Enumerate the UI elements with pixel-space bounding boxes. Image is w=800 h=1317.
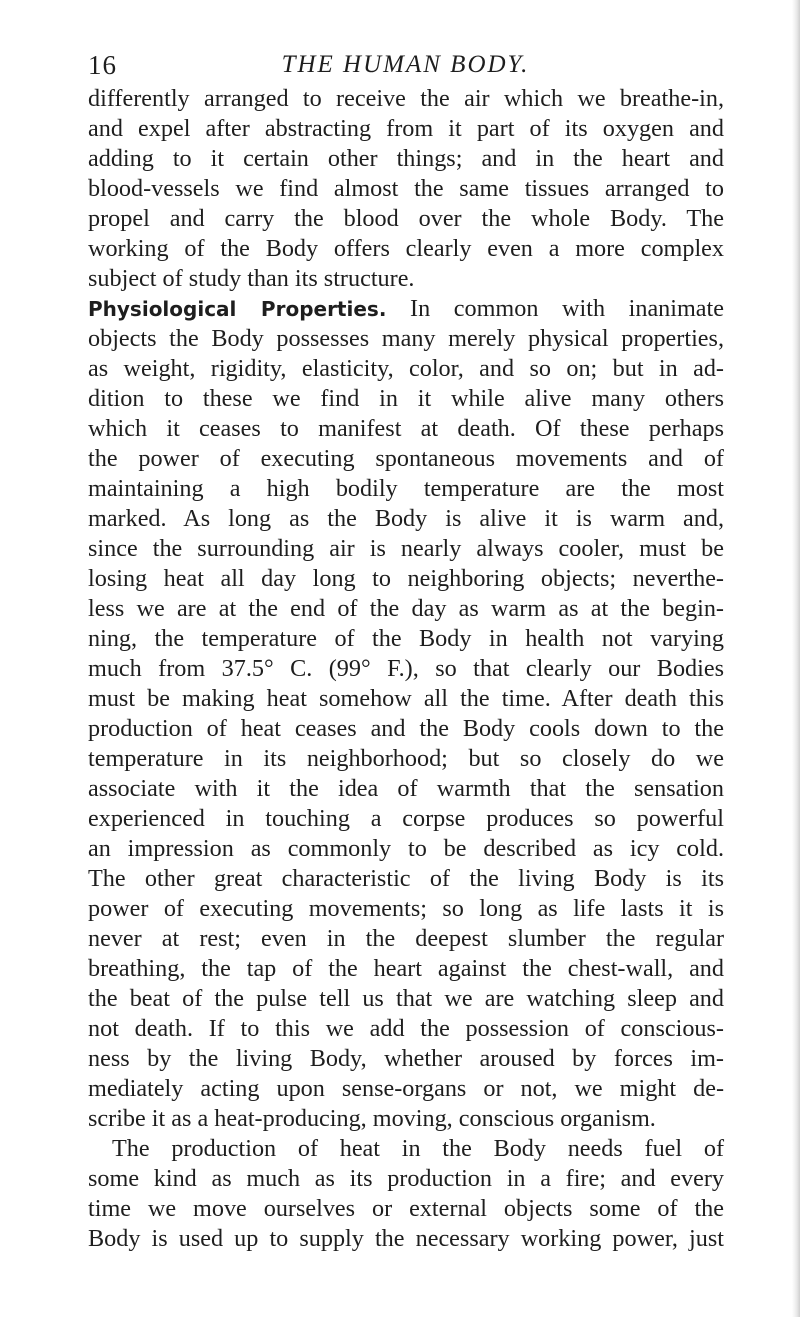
text-line: objects the Body possesses many merely physical properties, — [88, 325, 724, 352]
text-line: losing heat all day long to neighboring objects; neverthe- — [88, 565, 724, 592]
text-line: breathing, the tap of the heart against the chest-wall, and — [88, 955, 724, 982]
text-line: mediately acting upon sense-organs or not, we might de- — [88, 1075, 724, 1102]
text-line: some kind as much as its production in a fire; and every — [88, 1165, 724, 1192]
text-line: maintaining a high bodily temperature are the most — [88, 475, 724, 502]
text-line: an impression as commonly to be described as icy cold. — [88, 835, 724, 862]
text-line: scribe it as a heat-producing, moving, conscious organism. — [88, 1105, 656, 1132]
page-header — [88, 48, 723, 82]
text-line: never at rest; even in the deepest slumber the regular — [88, 925, 724, 952]
text-line: which it ceases to manifest at death. Of these perhaps — [88, 415, 724, 442]
text-line: differently arranged to receive the air which we breathe-in, — [88, 85, 724, 112]
text-line: blood-vessels we find almost the same tissues arranged to — [88, 175, 724, 202]
text-line: working of the Body offers clearly even a more complex — [88, 235, 724, 262]
text-line: much from 37.5° C. (99° F.), so that clearly our Bodies — [88, 655, 724, 682]
text-line: dition to these we find in it while alive many others — [88, 385, 724, 412]
text-line: subject of study than its structure. — [88, 265, 415, 292]
text-line: The production of heat in the Body needs fuel of — [112, 1135, 724, 1162]
text-line: experienced in touching a corpse produces so powerful — [88, 805, 724, 832]
text-line: less we are at the end of the day as warm as at the begin- — [88, 595, 724, 622]
side-heading: Physiological Properties. — [88, 297, 387, 321]
text-line: not death. If to this we add the possession of conscious- — [88, 1015, 724, 1042]
page-edge-shadow — [792, 0, 800, 1317]
text-line: marked. As long as the Body is alive it is warm and, — [88, 505, 724, 532]
text-line: and expel after abstracting from it part of its oxygen and — [88, 115, 724, 142]
text-line: the power of executing spontaneous movements and of — [88, 445, 724, 472]
text-line: temperature in its neighborhood; but so closely do we — [88, 745, 724, 772]
page-number: 16 — [88, 50, 117, 80]
text-line: since the surrounding air is nearly always cooler, must be — [88, 535, 724, 562]
text-line: the beat of the pulse tell us that we are watching sleep and — [88, 985, 724, 1012]
body-text — [88, 84, 724, 1254]
text-line: adding to it certain other things; and in the heart and — [88, 145, 724, 172]
text-line: propel and carry the blood over the whole Body. The — [88, 205, 724, 232]
text-line: The other great characteristic of the living Body is its — [88, 865, 724, 892]
text-line: production of heat ceases and the Body cools down to the — [88, 715, 724, 742]
text-line: must be making heat somehow all the time. After death this — [88, 685, 724, 712]
text-line-fragment: In common with inanimate — [410, 295, 725, 322]
text-line: time we move ourselves or external objects some of the — [88, 1195, 724, 1222]
paragraph-first-line — [88, 294, 724, 324]
text-line: power of executing movements; so long as life lasts it is — [88, 895, 724, 922]
text-line: ness by the living Body, whether aroused by forces im- — [88, 1045, 724, 1072]
running-head: THE HUMAN BODY. — [281, 51, 530, 78]
text-line: ning, the temperature of the Body in health not varying — [88, 625, 724, 652]
text-line: as weight, rigidity, elasticity, color, and so on; but in ad- — [88, 355, 724, 382]
text-line: Body is used up to supply the necessary working power, just — [88, 1225, 724, 1252]
text-line: associate with it the idea of warmth that the sensation — [88, 775, 724, 802]
